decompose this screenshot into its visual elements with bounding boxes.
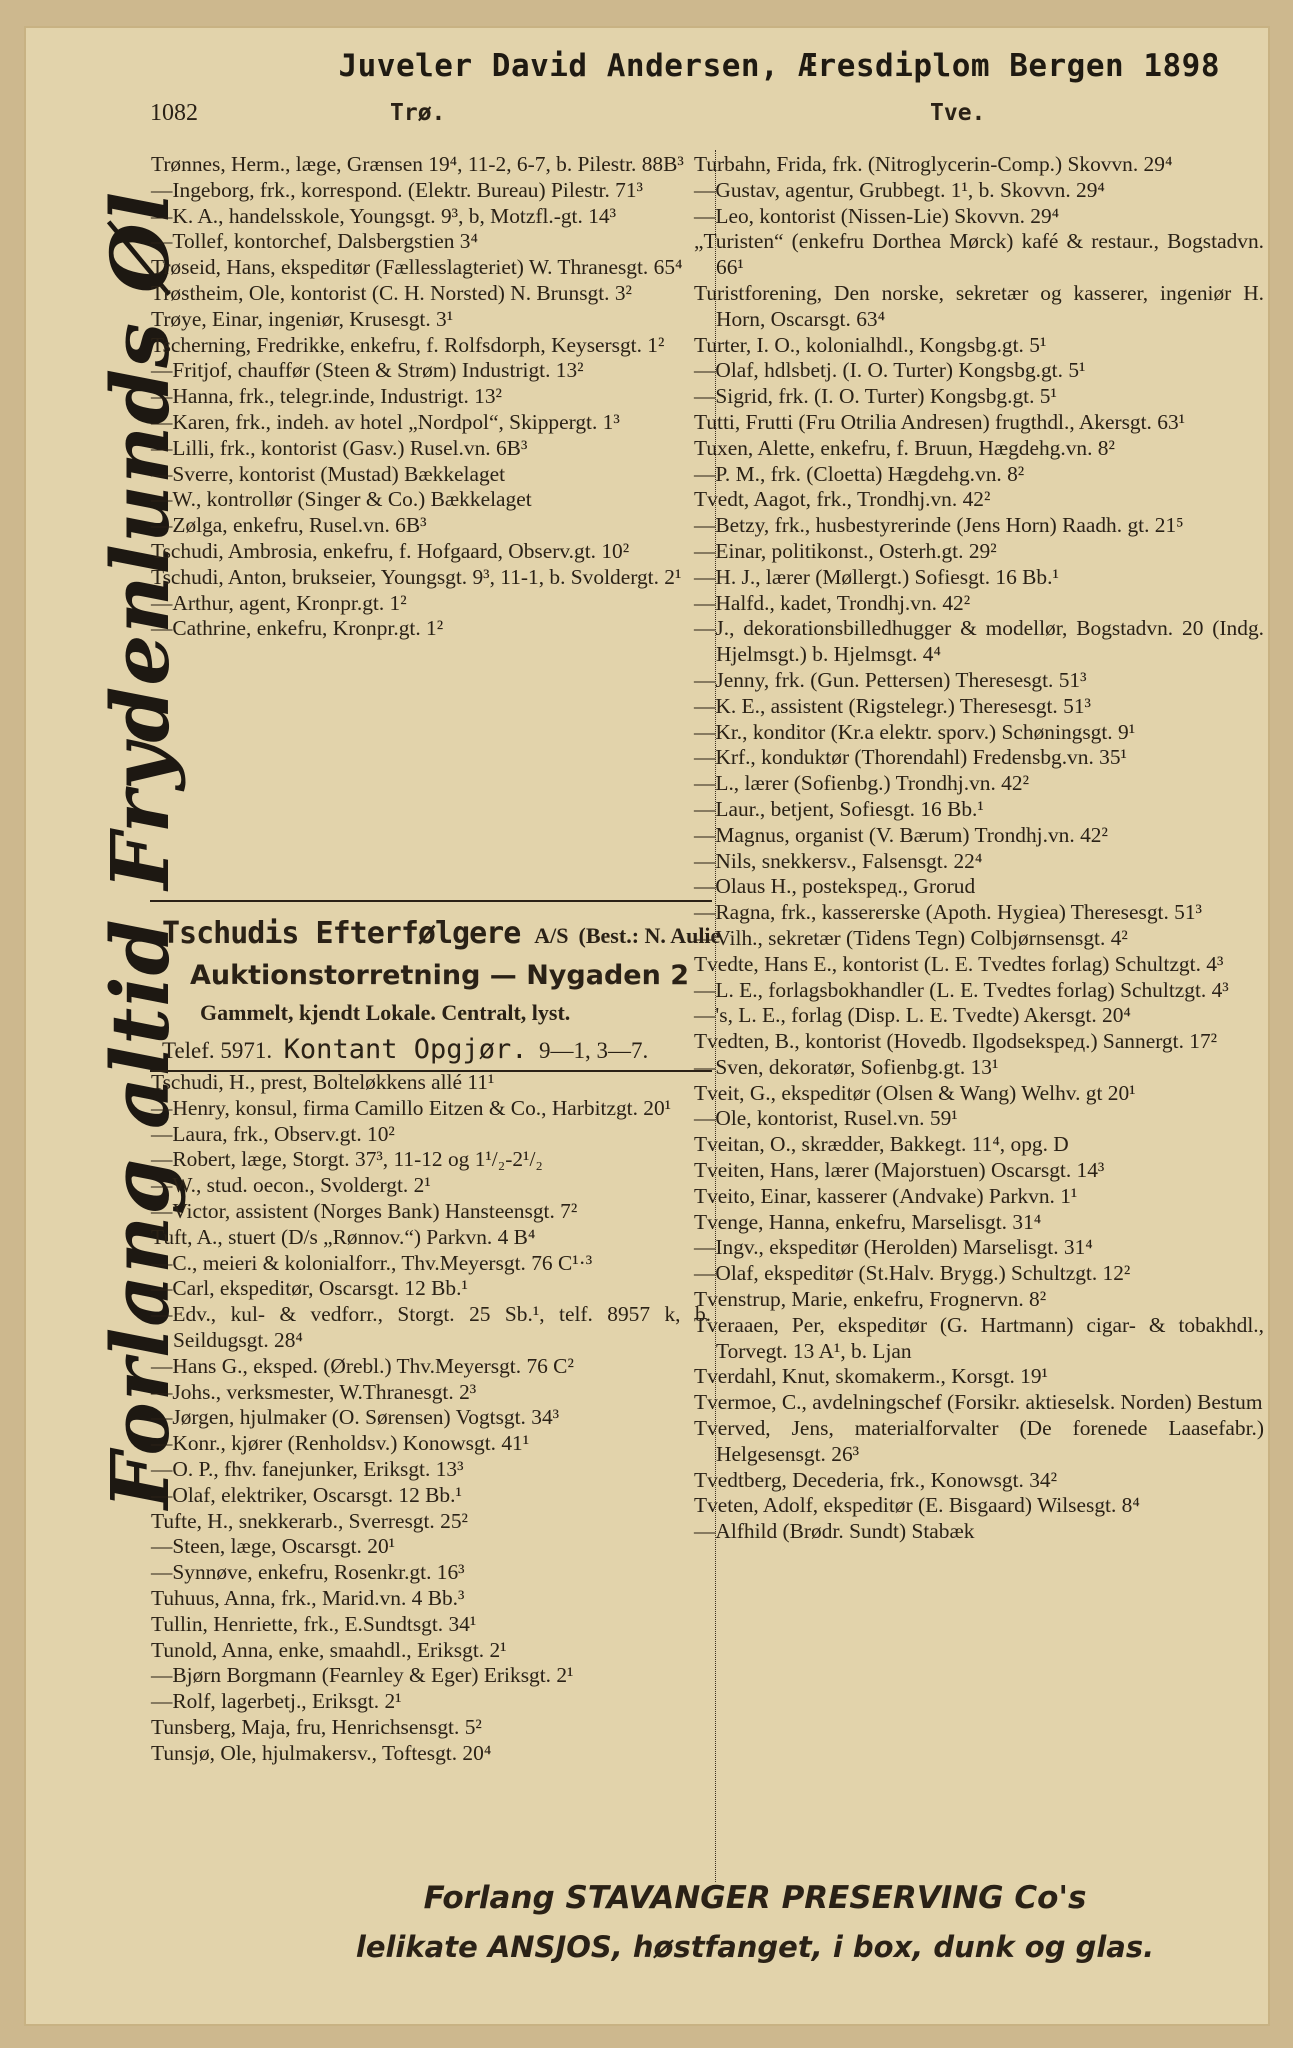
left-column-bottom	[151, 1070, 711, 1767]
side-advertisement-text: Forlang altid Frydenlunds Øl	[93, 190, 187, 1510]
entry: Tufte, H., snekkerarb., Sverresgt. 25²	[151, 1508, 468, 1533]
entry: Tunsberg, Maja, fru, Henrichsensgt. 5²	[151, 1714, 482, 1739]
entry: —L. E., forlagsbokhandler (L. E. Tvedtes forlag) Schultzgt. 4³	[694, 977, 1229, 1002]
entry: Tvenge, Hanna, enkefru, Marselisgt. 31⁴	[694, 1209, 1042, 1234]
entry: —Karen, frk., indeh. av hotel „Nordpol“, Skippergt. 1³	[151, 409, 620, 434]
entry: —Alfhild (Brødr. Sundt) Stabæk	[694, 1519, 975, 1544]
entry: —Robert, læge, Storgt. 37³, 11-12 og 1¹/₂-2¹/₂	[151, 1147, 543, 1172]
entry: —Ragna, frk., kassererske (Apoth. Hygiea) Theresesgt. 51³	[694, 900, 1202, 925]
entry: —Leo, kontorist (Nissen-Lie) Skovvn. 29⁴	[694, 203, 1060, 228]
entry: —Kr., konditor (Kr.a elektr. sporv.) Schøningsgt. 9¹	[694, 719, 1136, 744]
entry: Turbahn, Frida, frk. (Nitroglycerin-Comp.) Skovvn. 29⁴	[694, 152, 1173, 176]
entry: —Lilli, frk., kontorist (Gasv.) Rusel.vn. 6B³	[151, 435, 528, 460]
entry: —Gustav, agentur, Grubbegt. 1¹, b. Skovvn. 29⁴	[694, 177, 1105, 202]
auction-ad-phone: Telef. 5971.	[162, 1038, 273, 1063]
entry: —Arthur, agent, Kronpr.gt. 1²	[151, 590, 407, 615]
entry: —W., kontrollør (Singer & Co.) Bækkelaget	[151, 487, 532, 512]
entry: —H. J., lærer (Møllergt.) Sofiesgt. 16 Bb.¹	[694, 564, 1059, 589]
entry: Tschudi, Ambrosia, enkefru, f. Hofgaard, Observ.gt. 10²	[151, 538, 630, 563]
entry: Tunsjø, Ole, hjulmakersv., Toftesgt. 20⁴	[151, 1740, 492, 1765]
entry: Tveitan, O., skrædder, Bakkegt. 11⁴, opg. D	[694, 1132, 1069, 1157]
auction-ad-manager: (Best.: N. Aulie	[578, 923, 721, 948]
entry: —Ingv., ekspeditør (Herolden) Marselisgt. 31⁴	[694, 1235, 1093, 1260]
entry: —Sverre, kontorist (Mustad) Bækkelaget	[151, 461, 506, 486]
entry: —Betzy, frk., husbestyrerinde (Jens Horn) Raadh. gt. 21⁵	[694, 513, 1184, 538]
entry: —Johs., verksmester, W.Thranesgt. 2³	[151, 1379, 477, 1404]
entry: Tunold, Anna, enke, smaahdl., Eriksgt. 2¹	[151, 1637, 507, 1662]
entry: —Laura, frk., Observ.gt. 10²	[151, 1121, 395, 1146]
entry: —Konr., kjører (Renholdsv.) Konowsgt. 41¹	[151, 1431, 530, 1456]
entry: —Hanna, frk., telegr.inde, Industrigt. 13²	[151, 384, 502, 409]
page-number: 1082	[150, 100, 198, 126]
auction-ad-footer	[162, 1034, 648, 1065]
auction-ad-description: Gammelt, kjendt Lokale. Centralt, lyst.	[200, 1000, 571, 1025]
entry: Tullin, Henriette, frk., E.Sundtsgt. 34¹	[151, 1611, 477, 1636]
entry: —Tollef, kontorchef, Dalsbergstien 3⁴	[151, 229, 478, 254]
auction-ad-hours: 9—1, 3—7.	[539, 1038, 649, 1063]
entry: —Olaf, ekspeditør (St.Halv. Brygg.) Schultzgt. 12²	[694, 1261, 1131, 1286]
entry: —Edv., kul- & vedforr., Storgt. 25 Sb.¹, telf. 8957 k, b. Seildugsgt. 28⁴	[151, 1302, 711, 1352]
entry: Tveito, Einar, kasserer (Andvake) Parkvn. 1¹	[694, 1183, 1078, 1208]
entry: —K. A., handelsskole, Youngsgt. 9³, b, Motzfl.-gt. 14³	[151, 203, 617, 228]
entry: —Jenny, frk. (Gun. Pettersen) Theresesgt. 51³	[694, 667, 1087, 692]
entry: Tverved, Jens, materialforvalter (De forenede Laasefabr.) Helgesensgt. 26³	[694, 1416, 1264, 1466]
entry: —J., dekorationsbilledhugger & modellør, Bogstadvn. 20 (Indg. Hjelmsgt.) b. Hjelmsgt. 4⁴	[694, 616, 1264, 667]
entry: „Turisten“ (enkefru Dorthea Mørck) kafé & restaur., Bogstadvn. 66¹	[694, 229, 1264, 280]
entry: —Vilh., sekretær (Tidens Tegn) Colbjørnsensgt. 4²	[694, 925, 1128, 950]
entry: Tveten, Adolf, ekspeditør (E. Bisgaard) Wilsesgt. 8⁴	[694, 1493, 1140, 1518]
entry: Tveiten, Hans, lærer (Majorstuen) Oscarsgt. 14³	[694, 1158, 1105, 1183]
page-header	[0, 96, 1293, 136]
entry: —Cathrine, enkefru, Kronpr.gt. 1²	[151, 616, 444, 641]
bottom-advertisement-line2: lelikate ANSJOS, høstfanget, i box, dunk og glas.	[355, 1930, 1155, 1964]
right-column	[694, 152, 1264, 1545]
entry: —Hans G., eksped. (Ørebl.) Thv.Meyersgt. 76 C²	[151, 1353, 574, 1378]
auction-ad-company-form: A/S	[534, 923, 569, 948]
entry: Tutti, Frutti (Fru Otrilia Andresen) frugthdl., Akersgt. 63¹	[694, 409, 1186, 434]
entry: Tvermoe, C., avdelningschef (Forsikr. aktieselsk. Norden) Bestum	[694, 1390, 1263, 1415]
entry: Tschudi, Anton, brukseier, Youngsgt. 9³, 11-1, b. Svoldergt. 2¹	[151, 564, 682, 589]
entry: —Synnøve, enkefru, Rosenkr.gt. 16³	[151, 1560, 465, 1585]
entry: —P. M., frk. (Cloetta) Hægdehg.vn. 8²	[694, 461, 1025, 486]
entry: —Jørgen, hjulmaker (O. Sørensen) Vogtsgt. 34³	[151, 1405, 560, 1430]
auction-ad-headline	[162, 916, 720, 951]
entry: —L., lærer (Sofienbg.) Trondhj.vn. 42²	[694, 771, 1029, 796]
entry: Tvenstrup, Marie, enkefru, Frognervn. 8²	[694, 1287, 1047, 1312]
entry: Tveit, G., ekspeditør (Olsen & Wang) Welhv. gt 20¹	[694, 1080, 1136, 1105]
entry: —Rolf, lagerbetj., Eriksgt. 2¹	[151, 1689, 402, 1714]
bottom-advertisement-line1: Forlang STAVANGER PRESERVING Co's	[423, 1880, 1087, 1916]
entry: —K. E., assistent (Rigstelegr.) Theresesgt. 51³	[694, 693, 1091, 718]
entry: —Fritjof, chauffør (Steen & Strøm) Industrigt. 13²	[151, 358, 584, 383]
entry: —W., stud. oecon., Svoldergt. 2¹	[151, 1173, 431, 1198]
entry: Tuxen, Alette, enkefru, f. Bruun, Hægdehg.vn. 8²	[694, 435, 1115, 460]
entry: —Steen, læge, Oscarsgt. 20¹	[151, 1534, 396, 1559]
auction-ad-company: Tschudis Efterfølgere	[162, 916, 521, 951]
entry: —Sigrid, frk. (I. O. Turter) Kongsbg.gt. 5¹	[694, 384, 1057, 409]
left-column-top	[151, 152, 711, 642]
entry: —Sven, dekoratør, Sofienbg.gt. 13¹	[694, 1054, 999, 1079]
entry: Turistforening, Den norske, sekretær og kasserer, ingeniør H. Horn, Oscarsgt. 63⁴	[694, 280, 1264, 331]
entry: —C., meieri & kolonialforr., Thv.Meyersgt. 76 C¹·³	[151, 1250, 593, 1275]
auction-ad-terms: Kontant Opgjør.	[283, 1034, 528, 1065]
entry: Tschudi, H., prest, Bolteløkkens allé 11¹	[151, 1070, 495, 1094]
entry: —Olaus H., postekspeд., Grorud	[694, 874, 976, 899]
entry: Tuhuus, Anna, frk., Marid.vn. 4 Bb.³	[151, 1585, 465, 1610]
entry: —O. P., fhv. fanejunker, Eriksgt. 13³	[151, 1456, 464, 1481]
entry: —'s, L. E., forlag (Disp. L. E. Tvedte) Akersgt. 20⁴	[694, 1003, 1131, 1028]
entry: —Victor, assistent (Norges Bank) Hansteensgt. 7²	[151, 1198, 578, 1223]
top-advertisement: Juveler David Andersen, Æresdiplom Bergen 1898	[338, 48, 1220, 84]
entry: —Einar, politikonst., Osterh.gt. 29²	[694, 538, 997, 563]
entry: —Magnus, organist (V. Bærum) Trondhj.vn. 42²	[694, 822, 1108, 847]
entry: —Olaf, elektriker, Oscarsgt. 12 Bb.¹	[151, 1482, 462, 1507]
entry: Turter, I. O., kolonialhdl., Kongsbg.gt. 5¹	[694, 332, 1047, 357]
entry: Tvedtberg, Decederia, frk., Konowsgt. 34²	[694, 1467, 1058, 1492]
entry: —Bjørn Borgmann (Fearnley & Eger) Eriksgt. 2¹	[151, 1663, 574, 1688]
entry: Trønnes, Herm., læge, Grænsen 19⁴, 11-2, 6-7, b. Pilestr. 88B³	[151, 152, 684, 176]
entry: —Carl, ekspeditør, Oscarsgt. 12 Bb.¹	[151, 1276, 468, 1301]
entry: —Halfd., kadet, Trondhj.vn. 42²	[694, 590, 971, 615]
entry: Tscherning, Fredrikke, enkefru, f. Rolfsdorph, Keysersgt. 1²	[151, 332, 665, 357]
entry: —Olaf, hdlsbetj. (I. O. Turter) Kongsbg.gt. 5¹	[694, 358, 1086, 383]
entry: —Henry, konsul, firma Camillo Eitzen & Co., Harbitzgt. 20¹	[151, 1095, 672, 1120]
entry: —Nils, snekkersv., Falsensgt. 22⁴	[694, 848, 983, 873]
entry: Tvedt, Aagot, frk., Trondhj.vn. 42²	[694, 487, 991, 512]
entry: —Krf., konduktør (Thorendahl) Fredensbg.vn. 35¹	[694, 745, 1127, 770]
entry: —Ingeborg, frk., korrespond. (Elektr. Bureau) Pilestr. 71³	[151, 177, 643, 202]
entry: Tvedte, Hans E., kontorist (L. E. Tvedtes forlag) Schultzgt. 4³	[694, 951, 1224, 976]
entry: Trøye, Einar, ingeniør, Krusesgt. 3¹	[151, 306, 454, 331]
entry: Tveraaen, Per, ekspeditør (G. Hartmann) cigar- & tobakhdl., Torvegt. 13 A¹, b. Ljan	[694, 1312, 1264, 1363]
entry: Tvedten, B., kontorist (Hovedb. Ilgodsekspeд.) Sannergt. 17²	[694, 1029, 1218, 1054]
entry: Tuft, A., stuert (D/s „Rønnov.“) Parkvn. 4 B⁴	[151, 1224, 536, 1249]
auction-ad-address: Auktionstorretning — Nygaden 2	[190, 960, 689, 991]
entry: Tverdahl, Knut, skomakerm., Korsgt. 19¹	[694, 1364, 1048, 1389]
right-column-heading: Tve.	[930, 100, 986, 126]
entry: —Ole, kontorist, Rusel.vn. 59¹	[694, 1106, 958, 1131]
entry: —Laur., betjent, Sofiesgt. 16 Bb.¹	[694, 796, 984, 821]
auction-advertisement	[150, 900, 721, 1072]
entry: —Zølga, enkefru, Rusel.vn. 6B³	[151, 513, 427, 538]
left-column-heading: Trø.	[390, 100, 446, 126]
entry: Trøstheim, Ole, kontorist (C. H. Norsted) N. Brunsgt. 3²	[151, 280, 632, 305]
entry: Trøseid, Hans, ekspeditør (Fællesslagteriet) W. Thranesgt. 65⁴	[151, 255, 683, 280]
